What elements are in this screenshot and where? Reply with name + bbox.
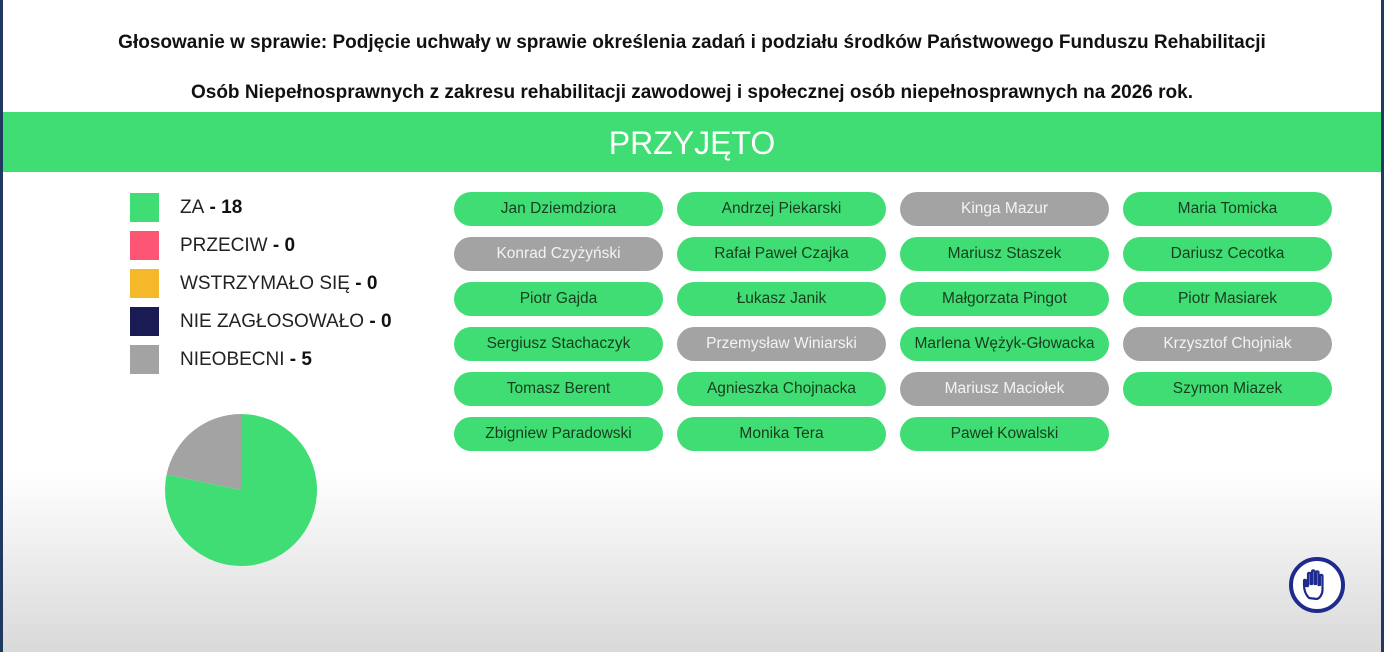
councillor-pill: Dariusz Cecotka: [1123, 237, 1332, 271]
vote-title: [0, 18, 1384, 118]
vote-pie-chart: [164, 413, 318, 567]
vote-title-line-2: Osób Niepełnosprawnych z zakresu rehabilitacji zawodowej i społecznej osób niepełnosprawnych na 2026 rok.: [190, 82, 1193, 103]
legend-swatch: [130, 307, 159, 336]
councillor-pill: Mariusz Staszek: [900, 237, 1109, 271]
legend-count: - 5: [284, 349, 312, 370]
councillor-pill: Monika Tera: [677, 417, 886, 451]
councillor-pill: Krzysztof Chojniak: [1123, 327, 1332, 361]
legend-swatch: [130, 231, 159, 260]
legend-count: - 0: [364, 311, 392, 332]
legend-label: [180, 273, 377, 295]
councillor-pill: Marlena Wężyk-Głowacka: [900, 327, 1109, 361]
raise-hand-button[interactable]: [1289, 557, 1345, 613]
councillor-pill: Jan Dziemdziora: [454, 192, 663, 226]
legend-category: WSTRZYMAŁO SIĘ: [180, 273, 350, 294]
legend-count: - 0: [267, 235, 296, 256]
councillor-pill: Zbigniew Paradowski: [454, 417, 663, 451]
councillor-pill: Tomasz Berent: [454, 372, 663, 406]
legend-category: PRZECIW: [180, 235, 268, 256]
legend-category: NIE ZAGŁOSOWAŁO: [180, 311, 365, 332]
councillor-pill: Piotr Masiarek: [1123, 282, 1332, 316]
legend-count: - 0: [349, 273, 378, 294]
councillor-pill: Mariusz Maciołek: [900, 372, 1109, 406]
councillor-pill: Andrzej Piekarski: [677, 192, 886, 226]
legend-swatch: [130, 193, 159, 222]
councillor-pill: Piotr Gajda: [454, 282, 663, 316]
legend-label: [180, 235, 295, 257]
councillor-pill: Agnieszka Chojnacka: [677, 372, 886, 406]
councillor-pill: Paweł Kowalski: [900, 417, 1109, 451]
councillor-pill: Łukasz Janik: [677, 282, 886, 316]
councillor-pill: Konrad Czyżyński: [454, 237, 663, 271]
legend-label: [180, 197, 242, 219]
councillor-pill: Kinga Mazur: [900, 192, 1109, 226]
legend-count: - 18: [204, 197, 243, 218]
vote-title-line-1: Głosowanie w sprawie: Podjęcie uchwały w sprawie określenia zadań i podziału środków Państwowego Funduszu Rehabilitacji: [118, 32, 1266, 53]
councillor-pill: Sergiusz Stachaczyk: [454, 327, 663, 361]
result-banner: PRZYJĘTO: [3, 112, 1381, 172]
councillor-pill: Maria Tomicka: [1123, 192, 1332, 226]
councillor-pill: Szymon Miazek: [1123, 372, 1332, 406]
legend-label: [180, 311, 392, 333]
legend-category: NIEOBECNI: [180, 349, 285, 370]
legend-category: ZA: [180, 197, 205, 218]
councillor-pill: Przemysław Winiarski: [677, 327, 886, 361]
legend-swatch: [130, 269, 159, 298]
legend-swatch: [130, 345, 159, 374]
councillor-pill: Małgorzata Pingot: [900, 282, 1109, 316]
legend-label: [180, 349, 312, 371]
councillor-pill: Rafał Paweł Czajka: [677, 237, 886, 271]
raised-hand-icon: [1301, 568, 1333, 602]
